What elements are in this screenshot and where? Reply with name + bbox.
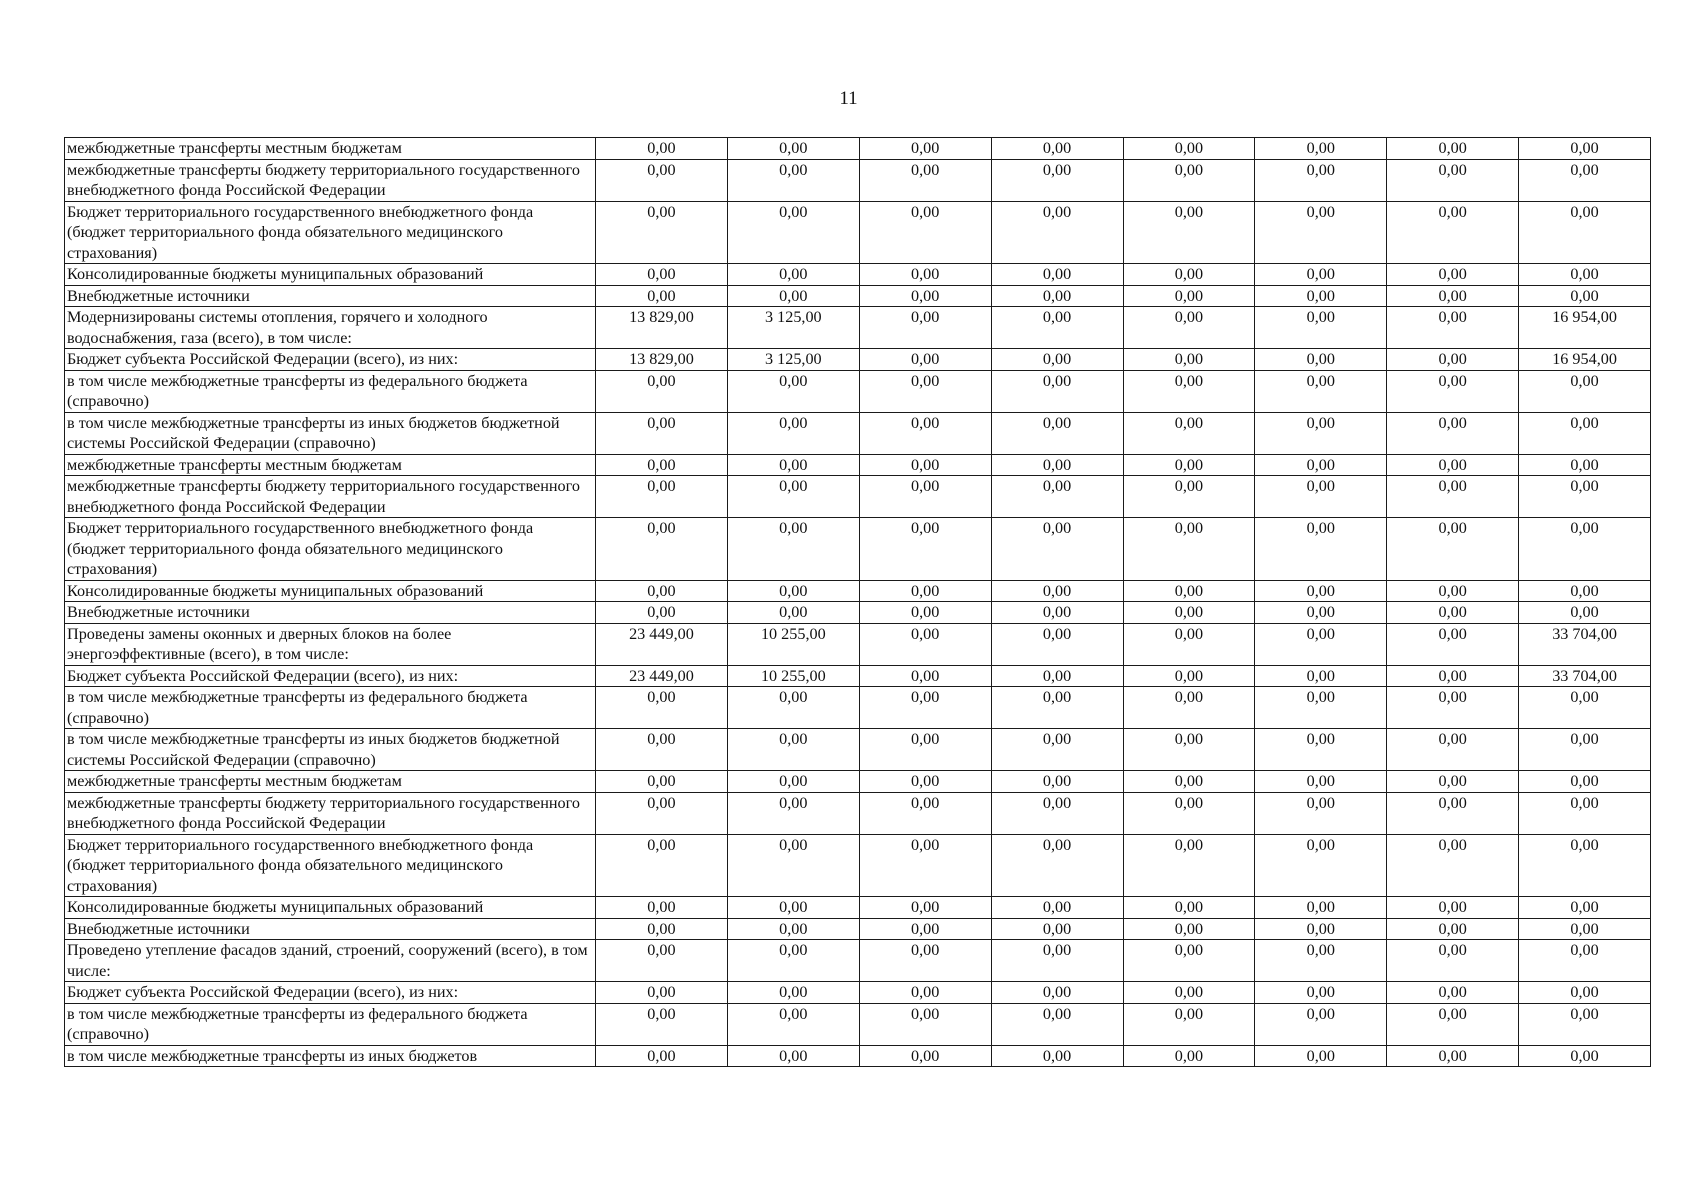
value-cell: 0,00 [991, 918, 1123, 940]
value-cell: 0,00 [991, 285, 1123, 307]
value-cell: 0,00 [727, 476, 859, 518]
value-cell: 0,00 [859, 370, 991, 412]
value-cell: 0,00 [727, 580, 859, 602]
value-cell: 0,00 [1519, 476, 1651, 518]
value-cell: 0,00 [859, 201, 991, 264]
value-cell: 0,00 [1123, 940, 1255, 982]
value-cell: 0,00 [1387, 771, 1519, 793]
value-cell: 0,00 [1123, 792, 1255, 834]
value-cell: 0,00 [596, 264, 728, 286]
value-cell: 0,00 [991, 771, 1123, 793]
value-cell: 0,00 [727, 792, 859, 834]
value-cell: 0,00 [727, 940, 859, 982]
value-cell: 0,00 [727, 918, 859, 940]
page-number: 11 [839, 88, 858, 109]
value-cell: 0,00 [727, 370, 859, 412]
value-cell: 0,00 [596, 982, 728, 1004]
value-cell: 0,00 [1387, 285, 1519, 307]
value-cell: 0,00 [596, 834, 728, 897]
value-cell: 0,00 [1255, 138, 1387, 160]
table-row [65, 623, 1651, 665]
value-cell: 0,00 [1255, 285, 1387, 307]
value-cell: 0,00 [1123, 687, 1255, 729]
value-cell: 3 125,00 [727, 307, 859, 349]
value-cell: 0,00 [1387, 918, 1519, 940]
value-cell: 0,00 [859, 771, 991, 793]
table-row [65, 834, 1651, 897]
value-cell: 0,00 [991, 623, 1123, 665]
row-label: в том числе межбюджетные трансферты из федерального бюджета (справочно) [65, 370, 596, 412]
value-cell: 0,00 [1387, 687, 1519, 729]
value-cell: 0,00 [1123, 476, 1255, 518]
value-cell: 0,00 [727, 1003, 859, 1045]
row-label: Консолидированные бюджеты муниципальных образований [65, 580, 596, 602]
value-cell: 0,00 [1519, 602, 1651, 624]
table-row [65, 602, 1651, 624]
table-row [65, 918, 1651, 940]
value-cell: 0,00 [1255, 834, 1387, 897]
value-cell: 0,00 [1387, 264, 1519, 286]
budget-table [64, 137, 1651, 1067]
value-cell: 0,00 [991, 307, 1123, 349]
value-cell: 0,00 [596, 159, 728, 201]
value-cell: 0,00 [859, 580, 991, 602]
value-cell: 0,00 [727, 687, 859, 729]
value-cell: 0,00 [1387, 982, 1519, 1004]
value-cell: 0,00 [991, 1045, 1123, 1067]
value-cell: 0,00 [1387, 729, 1519, 771]
value-cell: 0,00 [596, 518, 728, 581]
value-cell: 0,00 [991, 454, 1123, 476]
value-cell: 0,00 [859, 138, 991, 160]
value-cell: 0,00 [991, 201, 1123, 264]
value-cell: 0,00 [1255, 412, 1387, 454]
value-cell: 0,00 [1255, 264, 1387, 286]
table-row [65, 940, 1651, 982]
value-cell: 0,00 [859, 476, 991, 518]
value-cell: 0,00 [1123, 518, 1255, 581]
value-cell: 0,00 [859, 602, 991, 624]
value-cell: 10 255,00 [727, 623, 859, 665]
table-row [65, 370, 1651, 412]
value-cell: 0,00 [1387, 370, 1519, 412]
table-row [65, 264, 1651, 286]
value-cell: 0,00 [1255, 159, 1387, 201]
value-cell: 0,00 [859, 918, 991, 940]
value-cell: 0,00 [1123, 412, 1255, 454]
table-row [65, 476, 1651, 518]
row-label: межбюджетные трансферты местным бюджетам [65, 771, 596, 793]
value-cell: 0,00 [1519, 771, 1651, 793]
value-cell: 0,00 [991, 159, 1123, 201]
value-cell: 0,00 [859, 307, 991, 349]
table-row [65, 138, 1651, 160]
row-label: Внебюджетные источники [65, 918, 596, 940]
table-row [65, 285, 1651, 307]
value-cell: 0,00 [991, 982, 1123, 1004]
value-cell: 0,00 [596, 454, 728, 476]
value-cell: 0,00 [1255, 518, 1387, 581]
value-cell: 0,00 [1519, 264, 1651, 286]
value-cell: 0,00 [1123, 897, 1255, 919]
value-cell: 0,00 [1519, 940, 1651, 982]
value-cell: 0,00 [1123, 918, 1255, 940]
value-cell: 0,00 [727, 897, 859, 919]
value-cell: 0,00 [859, 518, 991, 581]
value-cell: 0,00 [991, 940, 1123, 982]
value-cell: 0,00 [727, 771, 859, 793]
value-cell: 0,00 [727, 138, 859, 160]
value-cell: 0,00 [1123, 138, 1255, 160]
row-label: Внебюджетные источники [65, 285, 596, 307]
row-label: Бюджет субъекта Российской Федерации (всего), из них: [65, 665, 596, 687]
value-cell: 0,00 [1519, 687, 1651, 729]
value-cell: 23 449,00 [596, 665, 728, 687]
value-cell: 0,00 [1387, 138, 1519, 160]
row-label: Консолидированные бюджеты муниципальных образований [65, 264, 596, 286]
value-cell: 0,00 [1519, 918, 1651, 940]
value-cell: 0,00 [1387, 454, 1519, 476]
value-cell: 0,00 [1255, 897, 1387, 919]
value-cell: 0,00 [1123, 602, 1255, 624]
value-cell: 0,00 [1519, 982, 1651, 1004]
value-cell: 0,00 [1255, 729, 1387, 771]
value-cell: 0,00 [1255, 687, 1387, 729]
value-cell: 0,00 [991, 665, 1123, 687]
value-cell: 0,00 [1255, 307, 1387, 349]
value-cell: 0,00 [596, 687, 728, 729]
row-label: Внебюджетные источники [65, 602, 596, 624]
value-cell: 0,00 [859, 264, 991, 286]
table-row [65, 1045, 1651, 1067]
value-cell: 0,00 [1255, 940, 1387, 982]
value-cell: 0,00 [1387, 518, 1519, 581]
value-cell: 0,00 [1387, 834, 1519, 897]
row-label: межбюджетные трансферты бюджету территориального государственного внебюджетного фонда Российской Федерации [65, 792, 596, 834]
value-cell: 0,00 [727, 729, 859, 771]
value-cell: 0,00 [727, 1045, 859, 1067]
value-cell: 13 829,00 [596, 349, 728, 371]
value-cell: 0,00 [1255, 476, 1387, 518]
value-cell: 0,00 [1519, 412, 1651, 454]
value-cell: 0,00 [991, 138, 1123, 160]
value-cell: 10 255,00 [727, 665, 859, 687]
value-cell: 0,00 [859, 897, 991, 919]
value-cell: 0,00 [1123, 370, 1255, 412]
table-row [65, 792, 1651, 834]
value-cell: 0,00 [859, 412, 991, 454]
value-cell: 0,00 [1123, 264, 1255, 286]
value-cell: 0,00 [991, 897, 1123, 919]
row-label: Бюджет территориального государственного внебюджетного фонда (бюджет территориального фонда обязательного медицинского страхования) [65, 834, 596, 897]
value-cell: 0,00 [596, 580, 728, 602]
value-cell: 0,00 [727, 264, 859, 286]
value-cell: 0,00 [1387, 201, 1519, 264]
value-cell: 0,00 [596, 792, 728, 834]
value-cell: 0,00 [727, 159, 859, 201]
row-label: Модернизированы системы отопления, горячего и холодного водоснабжения, газа (всего), в том числе: [65, 307, 596, 349]
value-cell: 0,00 [596, 476, 728, 518]
value-cell: 0,00 [991, 349, 1123, 371]
value-cell: 0,00 [1519, 159, 1651, 201]
value-cell: 0,00 [1255, 623, 1387, 665]
value-cell: 0,00 [1123, 982, 1255, 1004]
table-row [65, 307, 1651, 349]
value-cell: 0,00 [596, 285, 728, 307]
budget-table-body [65, 138, 1651, 1067]
table-row [65, 412, 1651, 454]
value-cell: 0,00 [727, 412, 859, 454]
row-label: Бюджет субъекта Российской Федерации (всего), из них: [65, 349, 596, 371]
row-label: Проведены замены оконных и дверных блоков на более энергоэффективные (всего), в том числе: [65, 623, 596, 665]
value-cell: 0,00 [727, 982, 859, 1004]
value-cell: 0,00 [1123, 665, 1255, 687]
table-row [65, 349, 1651, 371]
value-cell: 0,00 [1519, 370, 1651, 412]
value-cell: 0,00 [1519, 792, 1651, 834]
value-cell: 0,00 [859, 1003, 991, 1045]
value-cell: 0,00 [727, 602, 859, 624]
value-cell: 16 954,00 [1519, 349, 1651, 371]
table-row [65, 201, 1651, 264]
value-cell: 0,00 [1123, 834, 1255, 897]
row-label: в том числе межбюджетные трансферты из иных бюджетов бюджетной системы Российской Федерации (справочно) [65, 412, 596, 454]
value-cell: 0,00 [727, 834, 859, 897]
row-label: в том числе межбюджетные трансферты из федерального бюджета (справочно) [65, 687, 596, 729]
value-cell: 0,00 [1123, 285, 1255, 307]
value-cell: 0,00 [991, 687, 1123, 729]
value-cell: 0,00 [596, 1045, 728, 1067]
value-cell: 0,00 [1387, 476, 1519, 518]
value-cell: 0,00 [727, 285, 859, 307]
value-cell: 0,00 [1255, 918, 1387, 940]
value-cell: 0,00 [1519, 1045, 1651, 1067]
table-row [65, 518, 1651, 581]
value-cell: 0,00 [596, 1003, 728, 1045]
row-label: в том числе межбюджетные трансферты из иных бюджетов [65, 1045, 596, 1067]
value-cell: 0,00 [859, 285, 991, 307]
value-cell: 0,00 [1255, 602, 1387, 624]
value-cell: 0,00 [1387, 159, 1519, 201]
value-cell: 23 449,00 [596, 623, 728, 665]
value-cell: 0,00 [991, 476, 1123, 518]
value-cell: 0,00 [1387, 792, 1519, 834]
value-cell: 0,00 [859, 454, 991, 476]
value-cell: 0,00 [859, 729, 991, 771]
row-label: в том числе межбюджетные трансферты из федерального бюджета (справочно) [65, 1003, 596, 1045]
value-cell: 0,00 [1123, 580, 1255, 602]
value-cell: 0,00 [1519, 201, 1651, 264]
value-cell: 0,00 [1255, 454, 1387, 476]
value-cell: 0,00 [859, 665, 991, 687]
value-cell: 0,00 [1123, 307, 1255, 349]
row-label: Консолидированные бюджеты муниципальных образований [65, 897, 596, 919]
value-cell: 0,00 [991, 834, 1123, 897]
value-cell: 0,00 [859, 982, 991, 1004]
value-cell: 0,00 [1255, 771, 1387, 793]
row-label: Бюджет территориального государственного внебюджетного фонда (бюджет территориального фонда обязательного медицинского страхования) [65, 518, 596, 581]
row-label: межбюджетные трансферты бюджету территориального государственного внебюджетного фонда Российской Федерации [65, 476, 596, 518]
value-cell: 0,00 [1387, 623, 1519, 665]
value-cell: 0,00 [1123, 1045, 1255, 1067]
value-cell: 0,00 [859, 792, 991, 834]
value-cell: 0,00 [1255, 349, 1387, 371]
value-cell: 0,00 [596, 370, 728, 412]
row-label: Бюджет субъекта Российской Федерации (всего), из них: [65, 982, 596, 1004]
value-cell: 0,00 [859, 687, 991, 729]
value-cell: 0,00 [727, 201, 859, 264]
value-cell: 0,00 [1255, 792, 1387, 834]
value-cell: 33 704,00 [1519, 623, 1651, 665]
value-cell: 0,00 [991, 1003, 1123, 1045]
value-cell: 0,00 [1519, 1003, 1651, 1045]
value-cell: 16 954,00 [1519, 307, 1651, 349]
value-cell: 0,00 [1519, 729, 1651, 771]
table-row [65, 729, 1651, 771]
value-cell: 0,00 [1519, 285, 1651, 307]
value-cell: 0,00 [991, 370, 1123, 412]
value-cell: 0,00 [859, 159, 991, 201]
value-cell: 0,00 [596, 918, 728, 940]
row-label: Проведено утепление фасадов зданий, строений, сооружений (всего), в том числе: [65, 940, 596, 982]
table-row [65, 159, 1651, 201]
value-cell: 0,00 [1123, 159, 1255, 201]
value-cell: 0,00 [1123, 201, 1255, 264]
value-cell: 0,00 [596, 201, 728, 264]
value-cell: 0,00 [991, 518, 1123, 581]
value-cell: 0,00 [596, 412, 728, 454]
value-cell: 0,00 [1255, 201, 1387, 264]
value-cell: 0,00 [1387, 665, 1519, 687]
table-row [65, 982, 1651, 1004]
value-cell: 0,00 [596, 729, 728, 771]
table-row [65, 454, 1651, 476]
value-cell: 0,00 [859, 1045, 991, 1067]
value-cell: 0,00 [991, 412, 1123, 454]
value-cell: 0,00 [1123, 349, 1255, 371]
value-cell: 0,00 [727, 518, 859, 581]
value-cell: 0,00 [991, 602, 1123, 624]
table-row [65, 1003, 1651, 1045]
value-cell: 0,00 [991, 264, 1123, 286]
value-cell: 0,00 [1255, 665, 1387, 687]
value-cell: 0,00 [991, 580, 1123, 602]
value-cell: 0,00 [1519, 580, 1651, 602]
value-cell: 0,00 [1387, 602, 1519, 624]
value-cell: 0,00 [859, 940, 991, 982]
value-cell: 0,00 [1519, 454, 1651, 476]
value-cell: 0,00 [1519, 138, 1651, 160]
value-cell: 0,00 [1387, 940, 1519, 982]
value-cell: 0,00 [1255, 370, 1387, 412]
table-row [65, 771, 1651, 793]
value-cell: 0,00 [859, 834, 991, 897]
value-cell: 0,00 [596, 602, 728, 624]
value-cell: 0,00 [991, 792, 1123, 834]
table-row [65, 687, 1651, 729]
row-label: межбюджетные трансферты бюджету территориального государственного внебюджетного фонда Российской Федерации [65, 159, 596, 201]
value-cell: 13 829,00 [596, 307, 728, 349]
table-row [65, 665, 1651, 687]
value-cell: 0,00 [1255, 1045, 1387, 1067]
value-cell: 0,00 [1123, 454, 1255, 476]
value-cell: 0,00 [1123, 1003, 1255, 1045]
value-cell: 0,00 [1387, 580, 1519, 602]
value-cell: 0,00 [1519, 518, 1651, 581]
value-cell: 0,00 [1387, 1003, 1519, 1045]
value-cell: 0,00 [1255, 580, 1387, 602]
value-cell: 0,00 [1519, 897, 1651, 919]
value-cell: 0,00 [727, 454, 859, 476]
value-cell: 0,00 [1387, 307, 1519, 349]
value-cell: 0,00 [1387, 1045, 1519, 1067]
value-cell: 0,00 [596, 138, 728, 160]
table-row [65, 897, 1651, 919]
row-label: Бюджет территориального государственного внебюджетного фонда (бюджет территориального фонда обязательного медицинского страхования) [65, 201, 596, 264]
value-cell: 0,00 [1255, 982, 1387, 1004]
value-cell: 0,00 [1387, 412, 1519, 454]
row-label: межбюджетные трансферты местным бюджетам [65, 454, 596, 476]
value-cell: 0,00 [1123, 729, 1255, 771]
value-cell: 0,00 [596, 897, 728, 919]
value-cell: 3 125,00 [727, 349, 859, 371]
value-cell: 0,00 [596, 940, 728, 982]
row-label: межбюджетные трансферты местным бюджетам [65, 138, 596, 160]
value-cell: 0,00 [1519, 834, 1651, 897]
value-cell: 0,00 [596, 771, 728, 793]
value-cell: 0,00 [1123, 623, 1255, 665]
value-cell: 0,00 [991, 729, 1123, 771]
value-cell: 0,00 [1387, 349, 1519, 371]
row-label: в том числе межбюджетные трансферты из иных бюджетов бюджетной системы Российской Федерации (справочно) [65, 729, 596, 771]
value-cell: 0,00 [859, 349, 991, 371]
value-cell: 0,00 [1255, 1003, 1387, 1045]
value-cell: 33 704,00 [1519, 665, 1651, 687]
value-cell: 0,00 [1123, 771, 1255, 793]
value-cell: 0,00 [1387, 897, 1519, 919]
table-row [65, 580, 1651, 602]
value-cell: 0,00 [859, 623, 991, 665]
